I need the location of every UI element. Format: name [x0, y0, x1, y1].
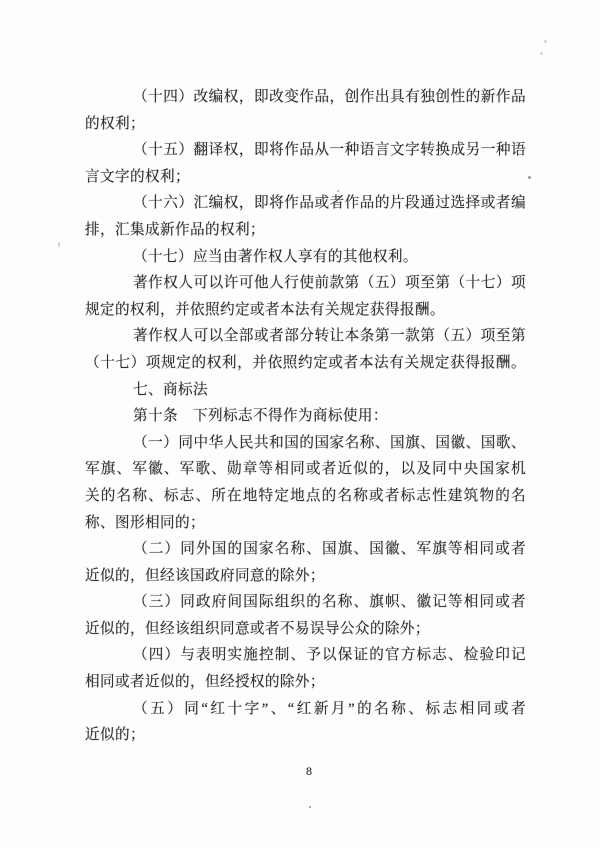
text-line: 军旗、军徽、军歌、勋章等相同或者近似的，以及同中央国家机: [85, 461, 526, 478]
scan-speck: [337, 190, 339, 192]
text-line: （十四）改编权，即改变作品，创作出具有独创性的新作品: [133, 89, 526, 105]
text-line: （五）同“红十字”、“红新月”的名称、标志相同或者: [133, 700, 526, 717]
scan-speck: [540, 52, 543, 55]
text-line: （十七）项规定的权利，并依照约定或者本法有关规定获得报酬。: [85, 354, 526, 371]
page-number: 8: [306, 764, 312, 778]
text-line: 著作权人可以许可他人行使前款第（五）项至第（十七）项: [133, 275, 526, 292]
text-line: （一）同中华人民共和国的国家名称、国旗、国徽、国歌、: [133, 434, 526, 451]
text-line: 相同或者近似的，但经授权的除外；: [85, 674, 325, 691]
text-line: 七、商标法: [133, 381, 208, 398]
text-line: 关的名称、标志、所在地特定地点的名称或者标志性建筑物的名: [85, 487, 526, 504]
text-line: （十五）翻译权，即将作品从一种语言文字转换成另一种语: [133, 142, 526, 159]
text-line: 近似的，但经该组织同意或者不易误导公众的除外；: [85, 620, 430, 637]
text-line: 的权利；: [85, 115, 145, 132]
text-line: 第十条 下列标志不得作为商标使用：: [133, 408, 388, 425]
text-line: （四）与表明实施控制、予以保证的官方标志、检验印记: [133, 647, 526, 664]
text-line: 规定的权利，并依照约定或者本法有关规定获得报酬。: [85, 301, 445, 318]
text-line: （二）同外国的国家名称、国旗、国徽、军旗等相同或者: [133, 541, 526, 558]
text-line: （三）同政府间国际组织的名称、旗帜、徽记等相同或者: [133, 594, 526, 611]
text-line: 排，汇集成新作品的权利；: [85, 221, 265, 238]
scan-speck: [544, 40, 547, 43]
scan-speck: [309, 806, 311, 808]
text-line: 著作权人可以全部或者部分转让本条第一款第（五）项至第: [133, 328, 526, 345]
scan-speck: [528, 176, 531, 179]
text-line: 称、图形相同的；: [85, 514, 205, 531]
text-line: 言文字的权利；: [85, 168, 190, 185]
scan-speck: [58, 242, 60, 247]
document-body: [85, 84, 526, 749]
text-line: 近似的；: [85, 727, 145, 744]
text-line: （十六）汇编权，即将作品或者作品的片段通过选择或者编: [133, 195, 526, 212]
text-line: （十七）应当由著作权人享有的其他权利。: [133, 248, 418, 265]
text-line: 近似的，但经该国政府同意的除外；: [85, 567, 325, 584]
